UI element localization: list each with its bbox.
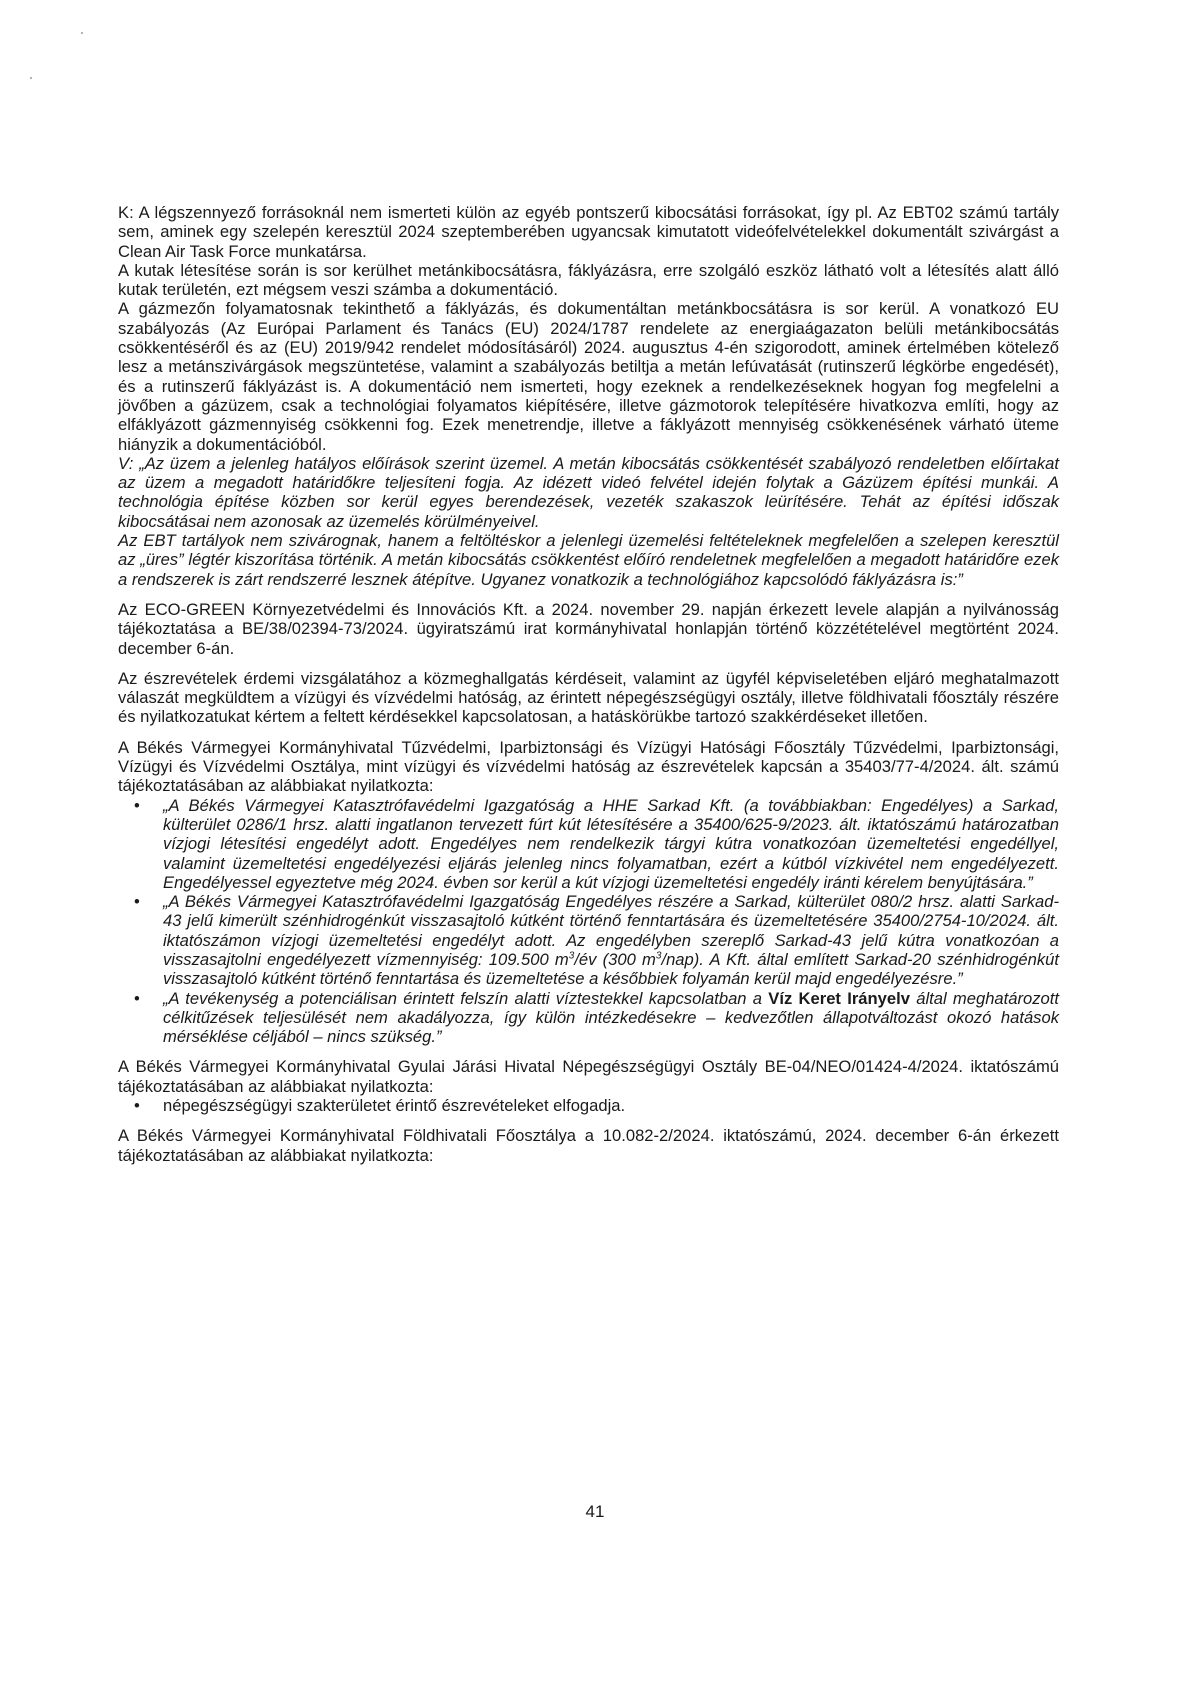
list-item-text: által meghatározott célkitűzések teljesülését nem akadályozza, így külön intézkedésekre – kedvezőtlen állapotváltozást okozó hatások mérséklése céljából – nincs szükség.” [163, 988, 1059, 1047]
list-item-text: „A Békés Vármegyei Katasztrófavédelmi Igazgatóság Engedélyes részére a Sarkad, külterület 080/2 hrsz. alatti Sarkad-43 jelű kimerült szénhidrogénkút visszasajtoló kútként történő fenntartására és üzemeltetésére 35400/2754-10/2024. ált. iktatószámon vízjogi üzemeltetési engedélyt adott. Az engedélyben szereplő Sarkad-43 jelű kútra vonatkozóan a visszasajtolni engedélyezett vízmennyiség: 109.500 m [163, 892, 1059, 969]
paragraph-k-legszennyezo: K: A légszennyező forrásoknál nem ismerteti külön az egyéb pontszerű kibocsátási forrásokat, így pl. Az EBT02 számú tartály sem, aminek egy szelepén keresztül 2024 szeptemberében ugyancsak kimutatott videófelvételekkel dokumentált szivárgást a Clean Air Task Force munkatársa. [118, 203, 1059, 261]
paragraph-gazmezo-faklyazas: A gázmezőn folyamatosnak tekinthető a fáklyázás, és dokumentáltan metánkbocsátásra is sor kerül. A vonatkozó EU szabályozás (Az Európai Parlament és Tanács (EU) 2024/1787 rendelete az energiaágazaton belüli metánkibocsátás csökkentéséről és az (EU) 2019/942 rendelet módosításáról) 2024. augusztus 4-én szigorodott, aminek értelmében kötelező lesz a metánszivárgások megszüntetése, valamint a szabályozás betiltja a metán lefúvatását (rutinszerű légkörbe engedését), és a rutinszerű fáklyázást is. A dokumentáció nem ismerteti, hogy ezeknek a rendelkezéseknek hogyan fog megfelelni a jövőben a gázüzem, csak a technológiai folyamatos kiépítésére, illetve gázmotorok telepítésére hivatkozva említi, hogy az elfáklyázott gázmennyiség csökkenni fog. Ezek menetrendje, illetve a fáklyázott mennyiség csökkenésének várható üteme hiányzik a dokumentációból. [118, 299, 1059, 454]
bullet-icon: • [134, 795, 140, 815]
page-number: 41 [585, 1502, 605, 1521]
list-item-text: /nap). A Kft. által említett Sarkad-20 szénhidrogénkút visszasajtoló kútként történő fenntartása és üzemeltetése a későbbiek folyamán kerül majd engedélyezésre.” [163, 949, 1059, 989]
paragraph-nepegeszsegugyi: A Békés Vármegyei Kormányhivatal Gyulai Járási Hivatal Népegészségügyi Osztály BE-04/NEO/01424-4/2024. iktatószámú tájékoztatásában az alábbiakat nyilatkozta: [118, 1057, 1059, 1096]
scan-speck [30, 77, 32, 79]
paragraph-v-valasz-2: Az EBT tartályok nem szivárognak, hanem a feltöltéskor a jelenlegi üzemelési feltételeknek megfelelően a szelepen keresztül az „üres” légtér kiszorítása történik. A metán kibocsátás csökkentést előíró rendeletnek megfelelően a megadott határidőre ezek a rendszerek is zárt rendszerré lesznek átépítve. Ugyanez vonatkozik a technológiához kapcsolódó fáklyázásra is:” [118, 531, 1059, 589]
scan-speck [81, 32, 83, 34]
list-item-text: /év (300 m [574, 949, 656, 969]
document-page-body [118, 203, 1059, 1165]
superscript: 3 [655, 950, 662, 962]
paragraph-eco-green: Az ECO-GREEN Környezetvédelmi és Innovációs Kft. a 2024. november 29. napján érkezett levele alapján a nyilvánosság tájékoztatása a BE/38/02394-73/2024. ügyiratszámú irat kormányhivatal honlapján történő közzétételével megtörtént 2024. december 6-án. [118, 599, 1059, 658]
paragraph-eszrevetelek: Az észrevételek érdemi vizsgálatához a közmeghallgatás kérdéseit, valamint az ügyfél képviseletében eljáró meghatalmazott válaszát megküldtem a vízügyi és vízvédelmi hatóság, az érintett népegészségügyi osztály, illetve földhivatali főosztály részére és nyilatkozatukat kértem a feltett kérdésekkel kapcsolatosan, a hatáskörükbe tartozó szakkérdéseket illetően. [118, 668, 1059, 727]
bullet-icon: • [134, 988, 140, 1008]
paragraph-foldhivatal: A Békés Vármegyei Kormányhivatal Földhivatali Főosztálya a 10.082-2/2024. iktatószámú, 2024. december 6-án érkezett tájékoztatásában az alábbiakat nyilatkozta: [118, 1126, 1059, 1165]
bold-term-viz-keret-iranyelv: Víz Keret Irányelv [768, 988, 910, 1008]
paragraph-vizugyi-hatosag: A Békés Vármegyei Kormányhivatal Tűzvédelmi, Iparbiztonsági és Vízügyi Hatósági Főosztály Tűzvédelmi, Iparbiztonsági, Vízügyi és Vízvédelmi Osztálya, mint vízügyi és vízvédelmi hatóság az észrevételek kapcsán a 35403/77-4/2024. ált. számú tájékoztatásában az alábbiakat nyilatkozta: [118, 737, 1059, 796]
superscript: 3 [568, 950, 575, 962]
list-item [118, 1096, 1059, 1115]
list-item-text: „A Békés Vármegyei Katasztrófavédelmi Igazgatóság a HHE Sarkad Kft. (a továbbiakban: Engedélyes) a Sarkad, külterület 0286/1 hrsz. alatti ingatlanon tervezett fúrt kút létesítésére a 35400/625-9/2023. ált. iktatószámú határozatban vízjogi létesítési engedélyt adott. Engedélyes nem rendelkezik tárgyi kútra vonatkozóan üzemeltetési engedéllyel, valamint üzemeltetési engedélyezési eljárás jelenleg nincs folyamatban, ezért a kútból vízkivétel nem engedélyezett. Engedélyessel egyeztetve még 2024. évben sor kerül a kút vízjogi üzemeltetési engedély iránti kérelem benyújtására.” [163, 795, 1059, 892]
bullet-icon: • [134, 1096, 140, 1116]
list-item-text: „A tevékenység a potenciálisan érintett felszín alatti víztestekkel kapcsolatban a [163, 988, 769, 1008]
paragraph-kutak-letesitese: A kutak létesítése során is sor kerülhet metánkibocsátásra, fáklyázásra, erre szolgáló eszköz látható volt a létesítés alatt álló kutak területén, ezt mégsem veszi számba a dokumentáció. [118, 260, 1059, 300]
list-item-text: népegészségügyi szakterületet érintő észrevételeket elfogadja. [163, 1096, 626, 1116]
list-item [118, 796, 1059, 892]
nepegeszsegugyi-statement-list [118, 1096, 1059, 1115]
bullet-icon: • [134, 892, 140, 912]
vizugyi-statement-list [118, 796, 1059, 1047]
list-item [118, 989, 1059, 1047]
list-item [118, 892, 1059, 988]
paragraph-v-valasz-1: V: „Az üzem a jelenleg hatályos előírások szerint üzemel. A metán kibocsátás csökkentését szabályozó rendeletben előírtakat az üzem a megadott határidőkre teljesíteni fogja. Az idézett videó felvétel idején folytak a Gázüzem építési munkái. A technológia építése közben sor kerül egyes berendezések, vezeték szakaszok leürítésére. Tehát az építési időszak kibocsátásai nem azonosak az üzemelés körülményeivel. [118, 453, 1059, 531]
